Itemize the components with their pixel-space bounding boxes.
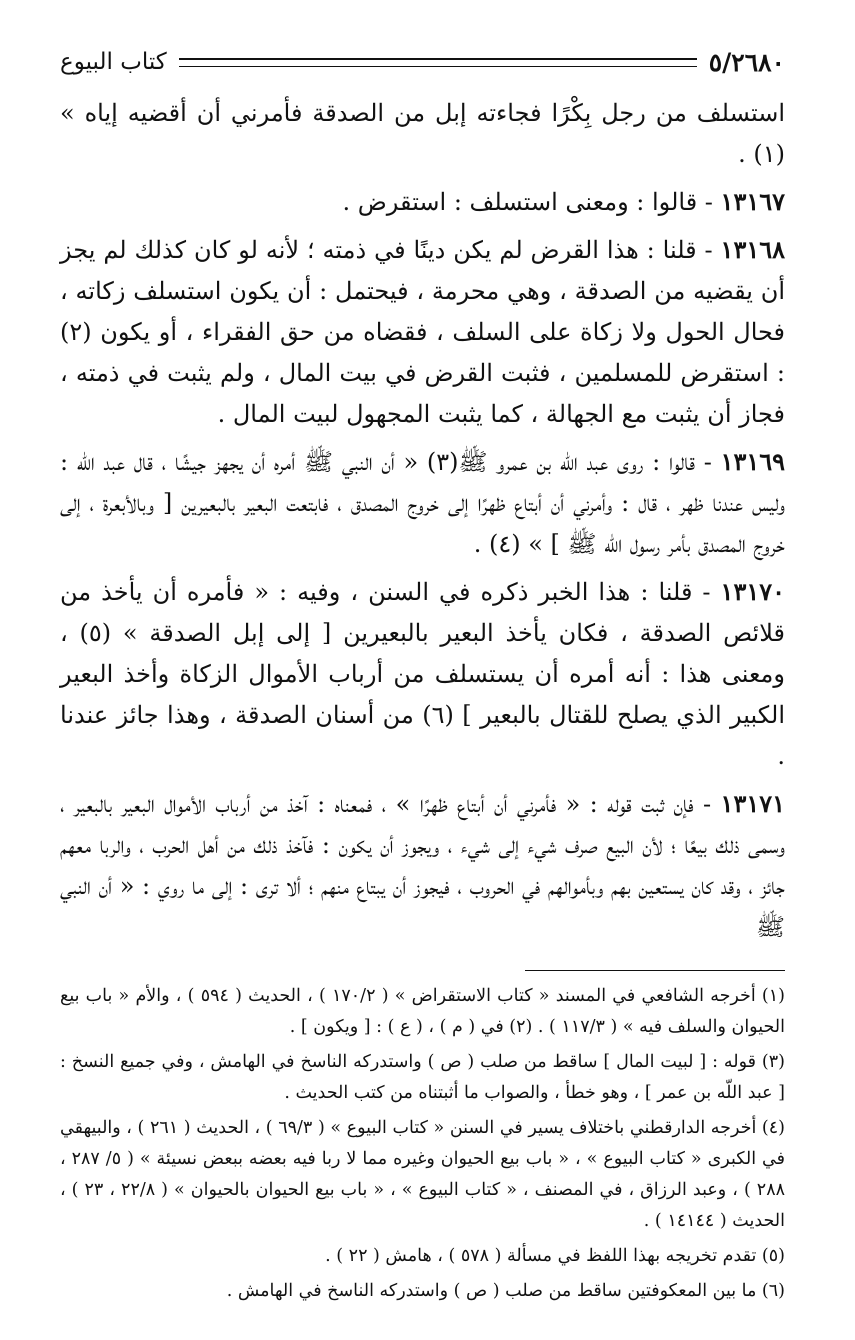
paragraph-text: - قالوا : روى عبد اللّه بن عمرو ﷺ(٣) « أن النبي ﷺ أمره أن يجهز جيشًا ، قال عبد اللّه : وليس عندنا ظهر ، قال : وأمرني أن أبتاع ظهرًا إلى خروج المصدق ، فابتعت البعير بالبعيرين [ وبالأبعرة ، إلى خروج المصدق بأمر رسول اللّه ﷺ ] » (٤) . xyxy=(60,448,785,558)
paragraph xyxy=(60,783,785,948)
footnote: (١) أخرجه الشافعي في المسند « كتاب الاستقراض » ( ١٧٠/٢ ) ، الحديث ( ٥٩٤ ) ، والأم « باب بيع الحيوان والسلف فيه » ( ١١٧/٣ ) . (٢) في ( م ) ، ( ع ) : [ ويكون ] . xyxy=(60,986,785,1037)
footnote: (٤) أخرجه الدارقطني باختلاف يسير في السنن « كتاب البيوع » ( ٦٩/٣ ) ، الحديث ( ٢٦١ ) ، والبيهقي في الكبرى « كتاب البيوع » ، « باب بيع الحيوان وغيره مما لا ربا فيه بعضه ببعض نسيئة » ( ٥/ ٢٨٧ ، ٢٨٨ ) ، وعبد الرزاق ، في المصنف ، « كتاب البيوع » ، « باب بيع الحيوان بالحيوان » ( ٢٢/٨ ، ٢٣ ) ، الحديث ( ١٤١٤٤ ) . xyxy=(60,1118,785,1231)
paragraph xyxy=(60,441,785,565)
paragraph-text: - قالوا : ومعنى استسلف : استقرض . xyxy=(342,188,721,216)
running-header xyxy=(60,40,785,84)
paragraph xyxy=(60,229,785,435)
paragraph-text: - فإن ثبت قوله : « فأمرني أن أبتاع ظهرًا » ، فمعناه : آخذ من أرباب الأموال البعير بالبعير ، وسمى ذلك بيعًا ؛ لأن البيع صرف شيء إلى شيء ، ويجوز أن يكون : فآخذ ذلك من أهل الحرب ، والربا معهم جائز ، وقد كان يستعين بهم وبأموالهم في الحروب ، فيجوز أن يبتاع منهم ؛ ألا ترى : إلى ما روي : « أن النبي ﷺ xyxy=(60,790,785,941)
paragraph-number: ١٣١٧٠ xyxy=(720,577,785,606)
paragraph-number: ١٣١٦٨ xyxy=(720,235,785,264)
footnote: (٣) قوله : [ لبيت المال ] ساقط من صلب ( ص ) واستدركه الناسخ في الهامش ، وفي جميع النسخ : [ عبد اللّه بن عمر ] ، وهو خطأ ، والصواب ما أثبتناه من كتب الحديث . xyxy=(60,1052,785,1103)
footnotes xyxy=(60,981,785,1307)
footnote-separator xyxy=(525,970,785,971)
paragraph-number: ١٣١٦٩ xyxy=(720,447,786,476)
footnote: (٥) تقدم تخريجه بهذا اللفظ في مسألة ( ٥٧٨ ) ، هامش ( ٢٢ ) . xyxy=(325,1246,785,1266)
paragraph-text: - قلنا : هذا القرض لم يكن دينًا في ذمته ؛ لأنه لو كان كذلك لم يجز أن يقضيه من الصدقة ، وهي محرمة ، فيحتمل : أن يكون استسلف زكاته ، فحال الحول ولا زكاة على السلف ، فقضاه من حق الفقراء ، أو يكون (٢) : استقرض للمسلمين ، فثبت القرض في بيت المال ، ولم يثبت في ذمته ، فجاز أن يثبت مع الجهالة ، كما يثبت المجهول لبيت المال . xyxy=(60,236,785,428)
page-number: ٥/٢٦٨٠ xyxy=(708,47,785,77)
footnote: (٦) ما بين المعكوفتين ساقط من صلب ( ص ) واستدركه الناسخ في الهامش . xyxy=(226,1281,785,1301)
paragraph xyxy=(60,92,785,175)
paragraph-number: ١٣١٦٧ xyxy=(720,187,785,216)
book-title: كتاب البيوع xyxy=(60,49,167,75)
paragraph xyxy=(60,181,785,223)
paragraph xyxy=(60,571,785,777)
paragraph-number: ١٣١٧١ xyxy=(720,789,785,818)
main-text xyxy=(60,92,785,948)
paragraph-text: - قلنا : هذا الخبر ذكره في السنن ، وفيه : « فأمره أن يأخذ من قلائص الصدقة ، فكان يأخذ البعير بالبعيرين [ إلى إبل الصدقة » (٥) ، ومعنى هذا : أنه أمره أن يستسلف من أرباب الأموال الزكاة وأخذ البعير الكبير الذي يصلح للقتال بالبعير ] (٦) من أسنان الصدقة ، وهذا جائز عندنا . xyxy=(60,578,785,770)
header-rule xyxy=(179,58,697,67)
paragraph-text: استسلف من رجل بِكْرًا فجاءته إبل من الصدقة فأمرني أن أقضيه إياه » (١) . xyxy=(60,99,785,168)
